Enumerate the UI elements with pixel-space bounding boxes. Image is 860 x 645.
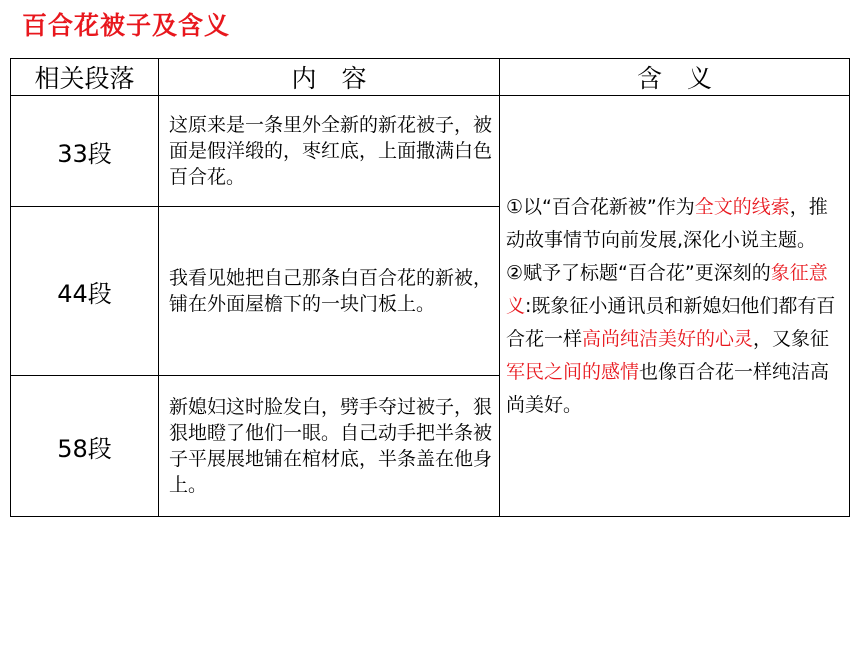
content-cell: 我看见她把自己那条白百合花的新被，铺在外面屋檐下的一块门板上。 bbox=[159, 207, 500, 376]
header-segment: 相关段落 bbox=[11, 59, 159, 96]
meaning-text: :既象征小通讯员和新媳妇他们都有百合花一样 bbox=[506, 294, 836, 350]
header-row bbox=[11, 59, 850, 96]
meaning-cell bbox=[500, 96, 850, 517]
meaning-text: ，又象征 bbox=[753, 327, 830, 350]
meaning-text: ，推动故事情节向前发展,深化小说主题。 bbox=[506, 195, 828, 251]
segment-cell: 44段 bbox=[11, 207, 159, 376]
meaning-highlight: 军民之间的感情 bbox=[506, 360, 640, 383]
meaning-text: ②赋予了标题“百合花”更深刻的 bbox=[506, 261, 771, 284]
header-content: 内 容 bbox=[159, 59, 500, 96]
meaning-text: ①以“百合花新被”作为 bbox=[506, 195, 695, 218]
content-cell: 这原来是一条里外全新的新花被子，被面是假洋缎的，枣红底，上面撒满白色百合花。 bbox=[159, 96, 500, 207]
lily-quilt-table bbox=[10, 58, 850, 517]
content-cell: 新媳妇这时脸发白，劈手夺过被子，狠狠地瞪了他们一眼。自己动手把半条被子平展展地铺在棺材底，半条盖在他身上。 bbox=[159, 376, 500, 517]
meaning-text: 也像百合花一样纯洁高尚美好。 bbox=[506, 360, 830, 416]
page-title: 百合花被子及含义 bbox=[22, 11, 231, 40]
segment-cell: 33段 bbox=[11, 96, 159, 207]
header-meaning: 含 义 bbox=[500, 59, 850, 96]
segment-cell: 58段 bbox=[11, 376, 159, 517]
meaning-highlight: 象征意义 bbox=[506, 261, 828, 317]
meaning-highlight: 全文的线索 bbox=[694, 195, 790, 218]
meaning-highlight: 高尚纯洁美好的心灵 bbox=[582, 327, 754, 350]
table-row bbox=[11, 96, 850, 207]
